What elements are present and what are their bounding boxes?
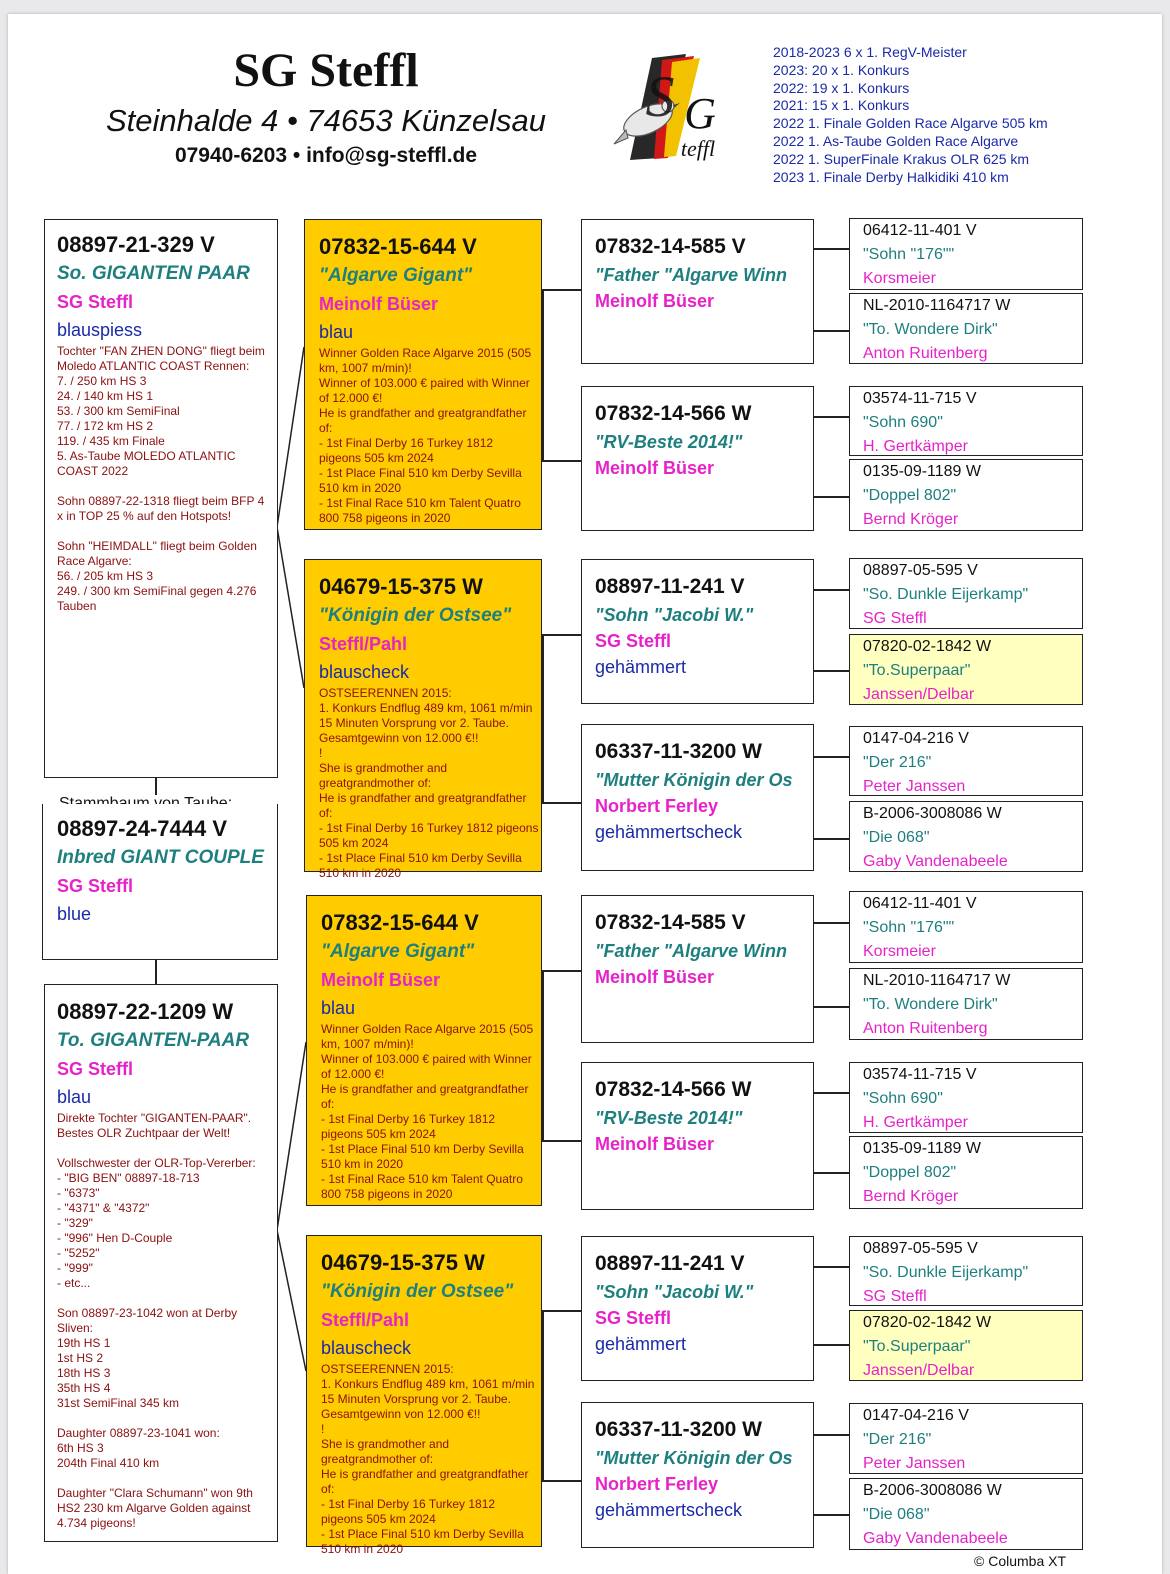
father-ring: 08897-21-329 V xyxy=(57,232,215,257)
father-name: So. GIGANTEN PAAR xyxy=(57,263,250,284)
great-grandparent-card[interactable] xyxy=(581,386,814,531)
svg-text:G: G xyxy=(684,89,716,138)
gggp-breeder: SG Steffl xyxy=(863,610,927,627)
father-breeder: SG Steffl xyxy=(57,292,134,312)
mother-name: To. GIGANTEN-PAAR xyxy=(57,1030,250,1051)
gggp-ring: B-2006-3008086 W xyxy=(863,805,1002,822)
great-grandparent-card[interactable] xyxy=(581,1402,814,1548)
grandparent-card[interactable] xyxy=(306,1235,542,1556)
subject-card[interactable] xyxy=(42,804,278,960)
ggp-name: "Sohn "Jacobi W." xyxy=(595,605,754,625)
gggp-breeder: Gaby Vandenabeele xyxy=(863,1530,1008,1547)
connector xyxy=(542,289,582,291)
grandparent-card[interactable] xyxy=(306,895,542,1206)
ggp-ring: 08897-11-241 V xyxy=(595,1252,745,1275)
pedigree-sheet xyxy=(8,14,1162,1574)
gg-grandparent-card[interactable] xyxy=(849,1062,1083,1133)
gggp-breeder: Gaby Vandenabeele xyxy=(863,853,1008,870)
ggp-breeder: SG Steffl xyxy=(595,631,672,651)
gg-grandparent-card[interactable] xyxy=(849,726,1083,796)
connector xyxy=(542,460,582,462)
gggp-name: "To.Superpaar" xyxy=(863,1338,971,1355)
mother-info: Direkte Tochter "GIGANTEN-PAAR". Bestes OLR Zuchtpaar der Welt! Vollschwester der OLR-Top-Vererber: - "BIG BEN" 08897-18-713 - "6373" - "4371" & "4372" - "329" - "996" Hen D-Couple - "5252" - "999" - etc... Son 08897-23-1042 won at Derby Sliven: 19th HS 1 1st HS 2 18th HS 3 35th HS 4 31st SemiFinal 345 km Daughter 08897-23-1041 won: 6th HS 3 204th Final 410 km Daughter "Clara Schumann" won 9th HS2 230 km Algarve Golden against 4.734 pigeons! xyxy=(57,1111,256,1530)
gggp-name: "Der 216" xyxy=(863,1431,932,1448)
footer-copyright: © Columba XT xyxy=(974,1553,1067,1569)
gggp-breeder: SG Steffl xyxy=(863,1288,927,1305)
connector xyxy=(814,838,849,840)
gggp-ring: 07820-02-1842 W xyxy=(863,1314,992,1331)
gggp-breeder: Bernd Kröger xyxy=(863,1188,959,1205)
gggp-ring: 03574-11-715 V xyxy=(863,1066,977,1083)
ggp-color: gehämmert xyxy=(595,1334,687,1354)
grandparent-name: "Königin der Ostsee" xyxy=(321,1281,514,1302)
gggp-name: "So. Dunkle Eijerkamp" xyxy=(863,586,1029,603)
gggp-ring: 03574-11-715 V xyxy=(863,390,977,407)
connector xyxy=(814,589,849,591)
great-grandparent-card[interactable] xyxy=(581,219,814,364)
connector xyxy=(814,330,849,332)
connector xyxy=(814,922,849,924)
connector xyxy=(814,248,849,250)
gggp-ring: 0147-04-216 V xyxy=(863,730,969,747)
grandparent-color: blau xyxy=(319,322,354,342)
connector xyxy=(542,970,582,972)
grandparent-name: "Algarve Gigant" xyxy=(319,265,473,286)
gggp-ring: 06412-11-401 V xyxy=(863,222,977,239)
grandparent-breeder: Meinolf Büser xyxy=(319,294,439,314)
ggp-name: "Mutter Königin der Os xyxy=(595,770,793,790)
grandparent-info: Winner Golden Race Algarve 2015 (505 km, 1007 m/min)! Winner of 103.000 € paired with Winner of 12.000 €! He is grandfather and greatgrandfather of: - 1st Final Derby 16 Turkey 1812 pigeons 505 km 2024 - 1st Place Final 510 km Derby Sevilla 510 km in 2020 - 1st Final Race 510 km Talent Quatro 800 758 pigeons in 2020 xyxy=(319,346,532,525)
gggp-ring: 08897-05-595 V xyxy=(863,562,978,579)
grandparent-color: blauscheck xyxy=(321,1338,412,1358)
gggp-name: "To.Superpaar" xyxy=(863,662,971,679)
mother-color: blau xyxy=(57,1087,92,1107)
grandparent-color: blauscheck xyxy=(319,662,410,682)
grandparent-card[interactable] xyxy=(304,219,542,530)
header-title: SG Steffl xyxy=(233,44,419,97)
gggp-name: "Der 216" xyxy=(863,754,932,771)
ggp-name: "Sohn "Jacobi W." xyxy=(595,1282,754,1302)
subject-label xyxy=(42,795,278,796)
father-color: blauspiess xyxy=(57,320,143,340)
svg-text:teffl: teffl xyxy=(680,136,716,161)
gggp-ring: NL-2010-1164717 W xyxy=(863,972,1011,989)
gggp-breeder: Korsmeier xyxy=(863,943,936,960)
ggp-ring: 07832-14-585 V xyxy=(595,235,746,258)
ggp-color: gehämmertscheck xyxy=(595,1500,743,1520)
connector xyxy=(542,635,544,803)
grandparent-info: OSTSEERENNEN 2015: 1. Konkurs Endflug 489 km, 1061 m/min 15 Minuten Vorsprung vor 2. Taube. Gesamtgewinn von 12.000 €!! ! She is grandmother and greatgrandmother of: He is grandfather and greatgrandfather of: - 1st Final Derby 16 Turkey 1812 pigeons 505 km 2024 - 1st Place Final 510 km Derby Sevilla 510 km in 2020 xyxy=(321,1362,535,1556)
gggp-breeder: Korsmeier xyxy=(863,270,936,287)
connector xyxy=(814,1434,849,1436)
grandparent-ring: 07832-15-644 V xyxy=(319,234,477,259)
gggp-breeder: H. Gertkämper xyxy=(863,438,968,455)
gg-grandparent-card[interactable] xyxy=(849,1478,1083,1550)
gggp-ring: 0147-04-216 V xyxy=(863,1407,969,1424)
gggp-ring: 0135-09-1189 W xyxy=(863,1140,981,1157)
achievement-line: 2023: 20 x 1. Konkurs xyxy=(773,61,910,78)
ggp-breeder: Meinolf Büser xyxy=(595,967,715,987)
gggp-breeder: Janssen/Delbar xyxy=(863,686,975,703)
connector xyxy=(814,1514,849,1516)
gg-grandparent-card[interactable] xyxy=(849,1310,1083,1381)
gggp-name: "So. Dunkle Eijerkamp" xyxy=(863,1264,1029,1281)
gg-grandparent-card[interactable] xyxy=(849,801,1083,872)
connector xyxy=(542,971,544,1141)
connector xyxy=(814,1172,849,1174)
ggp-name: "Mutter Königin der Os xyxy=(595,1448,793,1468)
connector xyxy=(814,1092,849,1094)
ggp-ring: 06337-11-3200 W xyxy=(595,1418,762,1441)
ggp-name: "RV-Beste 2014!" xyxy=(595,432,743,452)
header-address: Steinhalde 4 • 74653 Künzelsau xyxy=(105,103,547,138)
ggp-breeder: Meinolf Büser xyxy=(595,1134,715,1154)
ggp-color: gehämmert xyxy=(595,657,687,677)
connector xyxy=(814,1006,849,1008)
gggp-name: "Die 068" xyxy=(863,1506,930,1523)
ggp-ring: 08897-11-241 V xyxy=(595,575,745,598)
grandparent-breeder: Steffl/Pahl xyxy=(319,634,408,654)
grandparent-name: "Königin der Ostsee" xyxy=(319,605,512,626)
connector xyxy=(542,634,582,636)
gggp-name: "Sohn 690" xyxy=(863,1090,943,1107)
ggp-ring: 07832-14-566 W xyxy=(595,1078,752,1101)
ggp-breeder: Meinolf Büser xyxy=(595,291,715,311)
gggp-name: "To. Wondere Dirk" xyxy=(863,321,998,338)
subject-color: blue xyxy=(57,904,92,924)
gg-grandparent-card[interactable] xyxy=(849,1403,1083,1474)
mother-card[interactable] xyxy=(44,984,278,1542)
ggp-name: "RV-Beste 2014!" xyxy=(595,1108,743,1128)
great-grandparent-card[interactable] xyxy=(581,895,814,1043)
connector xyxy=(814,670,849,672)
achievement-line: 2022 1. As-Taube Golden Race Algarve xyxy=(773,132,1019,149)
grandparent-breeder: Steffl/Pahl xyxy=(321,1310,410,1330)
subject-ring: 08897-24-7444 V xyxy=(57,816,228,841)
gggp-name: "To. Wondere Dirk" xyxy=(863,996,998,1013)
connector xyxy=(814,496,849,498)
ggp-name: "Father "Algarve Winn xyxy=(595,265,787,285)
gggp-name: "Sohn 690" xyxy=(863,414,943,431)
connector xyxy=(542,1480,582,1482)
gggp-name: "Sohn "176"" xyxy=(863,246,955,263)
connector xyxy=(814,416,849,418)
father-info: Tochter "FAN ZHEN DONG" fliegt beim Moledo ATLANTIC COAST Rennen: 7. / 250 km HS 3 24. / 140 km HS 1 53. / 300 km SemiFinal 77. / 172 km HS 2 119. / 435 km Finale 5. As-Taube MOLEDO ATLANTIC COAST 2022 Sohn 08897-22-1318 fliegt beim BFP 4 x in TOP 25 % auf den Hotspots! Sohn "HEIMDALL" fliegt beim Golden Race Algarve: 56. / 205 km HS 3 249. / 300 km SemiFinal gegen 4.276 Tauben xyxy=(57,344,265,613)
gg-grandparent-card[interactable] xyxy=(849,634,1083,705)
great-grandparent-card[interactable] xyxy=(581,1062,814,1210)
achievement-line: 2022 1. Finale Golden Race Algarve 505 km xyxy=(773,115,1048,132)
great-grandparent-card[interactable] xyxy=(581,559,814,704)
ggp-name: "Father "Algarve Winn xyxy=(595,941,787,961)
grandparent-breeder: Meinolf Büser xyxy=(321,970,441,990)
gggp-breeder: Bernd Kröger xyxy=(863,511,959,528)
ggp-ring: 07832-14-585 V xyxy=(595,911,746,934)
grandparent-info: OSTSEERENNEN 2015: 1. Konkurs Endflug 489 km, 1061 m/min 15 Minuten Vorsprung vor 2. Taube. Gesamtgewinn von 12.000 €!! ! She is grandmother and greatgrandmother of: He is grandfather and greatgrandfather of: - 1st Final Derby 16 Turkey 1812 pigeons 505 km 2024 - 1st Place Final 510 km Derby Sevilla 510 km in 2020 xyxy=(319,686,539,880)
gggp-name: "Doppel 802" xyxy=(863,487,957,504)
gggp-breeder: Peter Janssen xyxy=(863,1455,966,1472)
achievement-line: 2023 1. Finale Derby Halkidiki 410 km xyxy=(773,168,1009,185)
gg-grandparent-card[interactable] xyxy=(849,218,1083,290)
connector xyxy=(814,1266,849,1268)
ggp-color: gehämmertscheck xyxy=(595,822,743,842)
gg-grandparent-card[interactable] xyxy=(849,459,1083,531)
gg-grandparent-card[interactable] xyxy=(849,968,1083,1040)
gggp-name: "Doppel 802" xyxy=(863,1164,957,1181)
gg-grandparent-card[interactable] xyxy=(849,386,1083,456)
gggp-breeder: H. Gertkämper xyxy=(863,1114,968,1131)
grandparent-ring: 04679-15-375 W xyxy=(321,1250,485,1275)
connector xyxy=(542,1311,544,1481)
gggp-ring: 0135-09-1189 W xyxy=(863,463,981,480)
connector xyxy=(814,756,849,758)
mother-ring: 08897-22-1209 W xyxy=(57,999,234,1024)
gggp-ring: NL-2010-1164717 W xyxy=(863,297,1011,314)
connector xyxy=(542,1310,582,1312)
achievement-line: 2018-2023 6 x 1. RegV-Meister xyxy=(773,44,967,60)
connector xyxy=(155,958,157,985)
gggp-breeder: Janssen/Delbar xyxy=(863,1362,975,1379)
father-card[interactable] xyxy=(44,219,278,778)
achievement-line: 2022 1. SuperFinale Krakus OLR 625 km xyxy=(773,150,1030,167)
gggp-breeder: Peter Janssen xyxy=(863,778,966,795)
connector xyxy=(542,802,582,804)
gggp-name: "Sohn "176"" xyxy=(863,919,955,936)
gggp-ring: 07820-02-1842 W xyxy=(863,638,992,655)
gg-grandparent-card[interactable] xyxy=(849,558,1083,629)
subject-breeder: SG Steffl xyxy=(57,876,134,896)
connector xyxy=(814,1344,849,1346)
gggp-name: "Die 068" xyxy=(863,829,930,846)
ggp-ring: 06337-11-3200 W xyxy=(595,740,762,763)
gggp-ring: 06412-11-401 V xyxy=(863,895,977,912)
achievement-line: 2021: 15 x 1. Konkurs xyxy=(773,97,910,114)
ggp-breeder: Norbert Ferley xyxy=(595,1474,719,1494)
great-grandparent-card[interactable] xyxy=(581,1236,814,1381)
grandparent-card[interactable] xyxy=(304,559,542,880)
gggp-breeder: Anton Ruitenberg xyxy=(863,345,988,362)
gg-grandparent-card[interactable] xyxy=(849,1236,1083,1306)
ggp-breeder: SG Steffl xyxy=(595,1308,672,1328)
connector xyxy=(155,777,157,795)
gggp-ring: 08897-05-595 V xyxy=(863,1240,978,1257)
grandparent-ring: 04679-15-375 W xyxy=(319,574,483,599)
grandparent-color: blau xyxy=(321,998,356,1018)
mother-breeder: SG Steffl xyxy=(57,1059,134,1079)
connector xyxy=(542,1140,582,1142)
great-grandparent-card[interactable] xyxy=(581,724,814,871)
gggp-ring: B-2006-3008086 W xyxy=(863,1482,1002,1499)
grandparent-ring: 07832-15-644 V xyxy=(321,910,479,935)
gggp-breeder: Anton Ruitenberg xyxy=(863,1020,988,1037)
gg-grandparent-card[interactable] xyxy=(849,293,1083,364)
gg-grandparent-card[interactable] xyxy=(849,1136,1083,1209)
achievement-line: 2022: 19 x 1. Konkurs xyxy=(773,79,910,96)
ggp-breeder: Meinolf Büser xyxy=(595,458,715,478)
svg-text:S: S xyxy=(645,64,675,129)
connector xyxy=(542,290,544,461)
ggp-breeder: Norbert Ferley xyxy=(595,796,719,816)
subject-name: Inbred GIANT COUPLE xyxy=(57,847,264,868)
grandparent-info: Winner Golden Race Algarve 2015 (505 km, 1007 m/min)! Winner of 103.000 € paired with Winner of 12.000 €! He is grandfather and greatgrandfather of: - 1st Final Derby 16 Turkey 1812 pigeons 505 km 2024 - 1st Place Final 510 km Derby Sevilla 510 km in 2020 - 1st Final Race 510 km Talent Quatro 800 758 pigeons in 2020 xyxy=(321,1022,534,1201)
ggp-ring: 07832-14-566 W xyxy=(595,402,752,425)
header-contact: 07940-6203 • info@sg-steffl.de xyxy=(174,144,478,167)
grandparent-name: "Algarve Gigant" xyxy=(321,941,475,962)
gg-grandparent-card[interactable] xyxy=(849,891,1083,963)
